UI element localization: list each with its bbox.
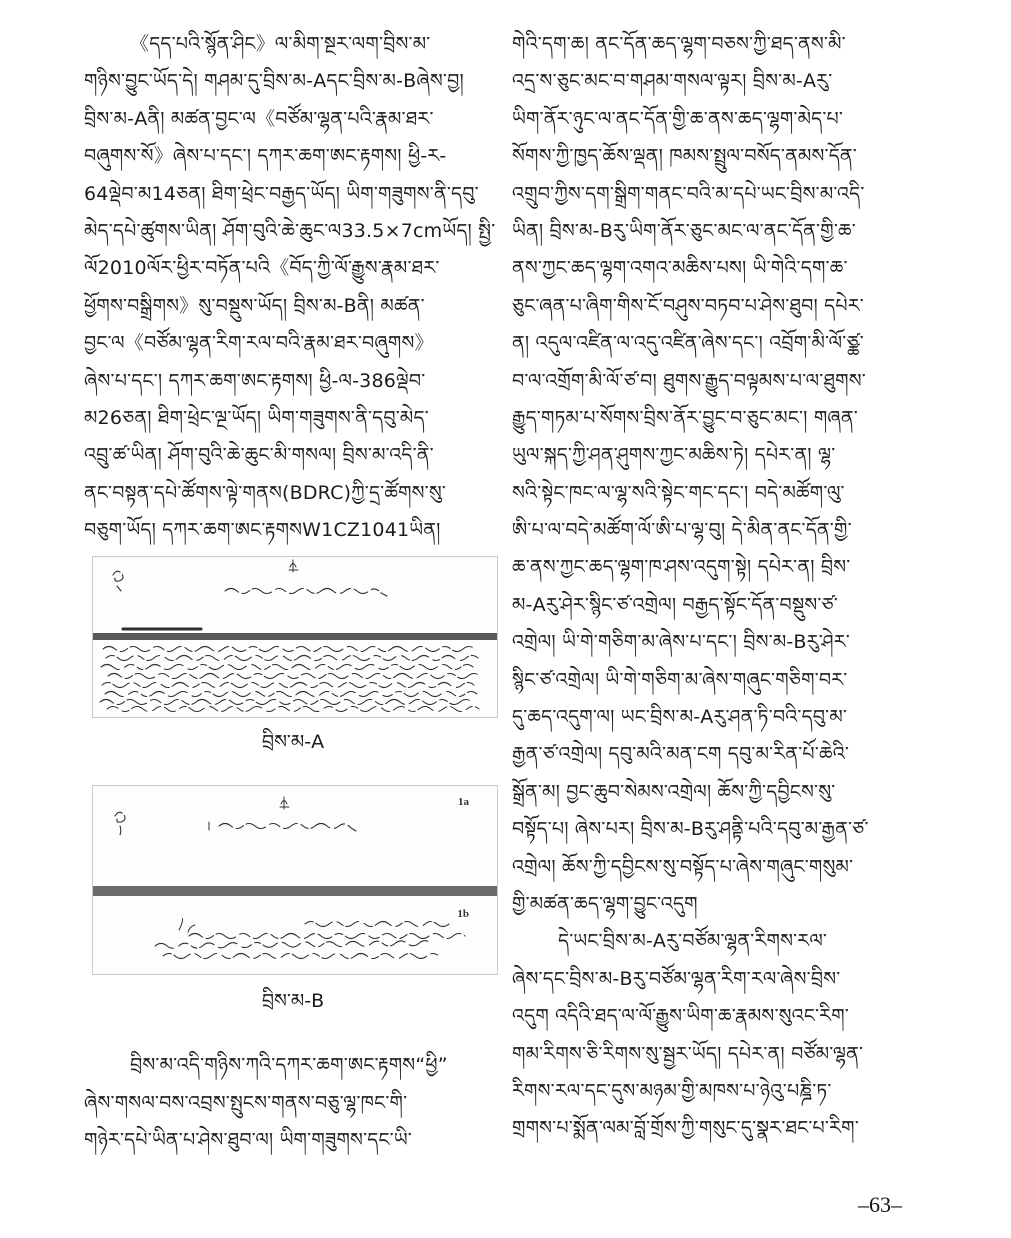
- manuscript-a-title-scribble: [93, 557, 497, 633]
- text-line: མེད་དཔེ་ཚུགས་ཡིན། ཤོག་བུའི་ཆེ་ཆུང་ལ33.5×7cmཡོད། སྤྱི་: [84, 219, 496, 242]
- text-line: ནས་ཀྱང་ཆད་ལྷག་འགའ་མཆིས་པས། ཡི་གེའི་དག་ཆ་: [512, 257, 848, 280]
- manuscript-a-text-scribbles: [93, 640, 497, 716]
- text-line: ལོ2010ལོར་ཕྱིར་བཏོན་པའི《བོད་ཀྱི་ལོ་རྒྱུས་རྣམ་ཐར་: [84, 257, 440, 280]
- text-line: འགྲེལ། ཆོས་ཀྱི་དབྱིངས་སུ་བསྟོད་པ་ཞེས་གཞུང་གསུམ་: [512, 855, 854, 878]
- manuscript-b-title-scribble: [93, 786, 497, 886]
- text-line: ནང་བསྟན་དཔེ་ཚོགས་ལྟེ་གནས(BDRC)ཀྱི་དྲ་ཚོགས་སུ་: [84, 481, 447, 504]
- manuscript-a-recto: [93, 557, 497, 633]
- text-line: མ26ཅན། ཐིག་ཕྲེང་ལྔ་ཡོད། ཡིག་གཟུགས་ནི་དབུ་མེད་: [84, 406, 429, 429]
- text-line: དུ་ཆད་འདུག་ལ། ཡང་བྲིས་མ-Aརུ་ཤན་ཏི་བའི་དབུ་མ་: [512, 706, 848, 729]
- text-line: ཕྱོགས་བསྒྲིགས》སུ་བསྡུས་ཡོད། བྲིས་མ-Bནི། མཚན་: [84, 294, 425, 317]
- folio-label-1a: 1a: [458, 796, 469, 809]
- text-line: 64ལྡེབ་མ14ཅན། ཐིག་ཕྲེང་བརྒྱད་ཡོད། ཡིག་གཟུགས་ནི་དབུ་: [84, 182, 479, 205]
- left-column: [84, 26, 502, 1160]
- text-line: བ་ལ་འགྲོག་མི་ལོ་ཙ་བ། ཐུགས་རྒྱུད་བལྟམས་པ་ལ་ཐུགས་: [512, 369, 866, 392]
- text-line: ཡུལ་སྐད་ཀྱི་ཤན་ཤུགས་ཀྱང་མཆིས་ཏེ། དཔེར་ན། ལྷ་: [512, 444, 836, 467]
- text-line: བྲིས་མ-Aནི། མཚན་བྱང་ལ《བཙོམ་ལྷན་པའི་རྣམ་ཐར་: [84, 107, 434, 130]
- page-number: –63–: [858, 1192, 902, 1217]
- text-line: སྒྲོན་མ། བྱང་ཆུབ་སེམས་འགྲེལ། ཆོས་ཀྱི་དབྱིངས་སུ་: [512, 780, 836, 803]
- text-line: ཆ་ནས་ཀྱང་ཆད་ལྷག་ཁ་ཤས་འདུག་སྟེ། དཔེར་ན། བྲིས་: [512, 556, 851, 579]
- text-line: ཞེས་དང་བྲིས་མ-Bརུ་བཙོམ་ལྷན་རིག་རལ་ཞེས་བྲིས་: [512, 967, 841, 990]
- text-line: བྲིས་མ་འདི་གཉིས་ཀའི་དཀར་ཆག་ཨང་རྟགས“ཕྱི”: [130, 1054, 448, 1077]
- text-line: ཞེས་གསལ་བས་འབྲས་སྤུངས་གནས་བཅུ་ལྷ་ཁང་གི་: [84, 1091, 408, 1114]
- figure-b-fold-divider: [93, 886, 497, 896]
- text-line: སའི་སྟེང་ཁང་ལ་ལྷ་སའི་སྟེང་གང་དང་། བདེ་མཚོག་ལུ་: [512, 481, 845, 504]
- text-line: འགྲེལ། ཡི་གེ་གཅིག་མ་ཞེས་པ་དང་། བྲིས་མ-Bརུ་ཤེར་: [512, 631, 850, 654]
- text-line: ཡིག་ནོར་ཉུང་ལ་ནང་དོན་གྱི་ཆ་ནས་ཆད་ལྷག་མེད་པ་: [512, 107, 844, 130]
- text-line: བྱང་ལ《བཙོམ་ལྷན་རིག་རལ་བའི་རྣམ་ཐར་བཞུགས》: [84, 332, 434, 355]
- text-line: གྲགས་པ་སྨོན་ལམ་བློ་གྲོས་ཀྱི་གསུང་དུ་སྣར་ཐང་པ་རིག་: [512, 1117, 859, 1140]
- text-line: གམ་རིགས་ཅི་རིགས་སུ་སྦྱར་ཡོད། དཔེར་ན། བཙོམ་ལྷན་: [512, 1042, 864, 1065]
- text-line: ན། འདུལ་འཛིན་ལ་འདུ་འཛིན་ཞེས་དང་། འབྲོག་མི་ལོ་ཙྪ་: [512, 332, 864, 355]
- text-line: འགྲུབ་ཀྱིས་དག་སྒྲིག་གནང་བའི་མ་དཔེ་ཡང་བྲིས་མ་འདི་: [512, 182, 865, 205]
- text-line: འབྲུ་ཚ་ཡིན། ཤོག་བུའི་ཆེ་ཆུང་མི་གསལ། བྲིས་མ་འདི་ནི་: [84, 444, 434, 467]
- text-line: འདུག འདིའི་ཐད་ལ་ལོ་རྒྱུས་ཡིག་ཆ་རྣམས་སུའང་རིག་: [512, 1005, 849, 1028]
- text-line: མ-Aརུ་ཤེར་སྙིང་ཙ་འགྲེལ། བརྒྱད་སྟོང་དོན་བསྡུས་ཙ་: [512, 593, 839, 616]
- text-line: བསྟོད་པ། ཞེས་པར། བྲིས་མ-Bརུ་ཤནྟི་པའི་དབུ་མ་རྒྱན་ཙ་: [512, 818, 869, 841]
- folio-label-1b: 1b: [457, 908, 469, 921]
- text-line: སྙིང་ཙ་འགྲེལ། ཡི་གེ་གཅིག་མ་ཞེས་གཞུང་གཅིག་བར་: [512, 668, 848, 691]
- text-line: འདྲ་ས་ཅུང་མང་བ་གཤམ་གསལ་ལྟར། བྲིས་མ-Aརུ་: [512, 70, 833, 93]
- manuscript-b-text-scribbles: [93, 896, 497, 973]
- text-line: ཅུང་ཞན་པ་ཞིག་གིས་ངོ་བཤུས་བཏབ་པ་ཤེས་ཐུབ། དཔེར་: [512, 294, 864, 317]
- figure-manuscript-b: [92, 785, 498, 975]
- figure-a-fold-divider: [93, 633, 497, 640]
- text-line: བཞུགས་སོ》ཞེས་པ་དང་། དཀར་ཆག་ཨང་རྟགས། ཕྱི-ར-: [84, 145, 447, 168]
- text-line: ཨི་པ་ལ་བདེ་མཚོག་ལོ་ཨི་པ་ལྷ་བུ། དེ་མིན་ནང་དོན་གྱི་: [512, 519, 852, 542]
- right-column: [512, 26, 930, 1148]
- figure-manuscript-a: [92, 556, 498, 718]
- text-line: ཞེས་པ་དང་། དཀར་ཆག་ཨང་རྟགས། ཕྱི-ལ-386ལྡེབ་: [84, 369, 426, 392]
- text-line: གཉིས་བྱུང་ཡོད་དེ། གཤམ་དུ་བྲིས་མ-Aདང་བྲིས་མ-Bཞེས་བྱ།: [84, 70, 464, 93]
- figure-b-caption: བྲིས་མ-B: [261, 990, 325, 1013]
- text-line: གཉེར་དཔེ་ཡིན་པ་ཤེས་ཐུབ་ལ། ཡིག་གཟུགས་དང་ཡི་: [84, 1129, 412, 1152]
- text-line: བཅུག་ཡོད། དཀར་ཆག་ཨང་རྟགསW1CZ1041ཡིན།: [84, 519, 441, 542]
- text-line: རྒྱན་ཙ་འགྲེལ། དབུ་མའི་མན་ངག དབུ་མ་རིན་པོ་ཆེའི་: [512, 743, 850, 766]
- text-line: གེའི་དག་ཆ། ནང་དོན་ཆད་ལྷག་བཅས་ཀྱི་ཐད་ནས་མི་: [512, 33, 846, 55]
- text-line: རིགས་རལ་དང་དུས་མཉམ་གྱི་མཁས་པ་ཉེའུ་པཎྜི་ཏ་: [512, 1079, 832, 1102]
- text-line: རྒྱུད་གཏམ་པ་སོགས་བྲིས་ནོར་བྱུང་བ་ཅུང་མང་། གཞན་: [512, 406, 858, 429]
- text-line: ཡིན། བྲིས་མ-Bརུ་ཡིག་ནོར་ཅུང་མང་ལ་ནང་དོན་གྱི་ཆ་: [512, 219, 856, 242]
- text-line: གྱི་མཚན་ཆད་ལྷག་བྱུང་འདུག: [512, 892, 698, 915]
- manuscript-b-recto: [93, 786, 497, 886]
- manuscript-a-verso: [93, 640, 497, 716]
- text-line: སོགས་ཀྱི་ཁྱད་ཆོས་ལྡན། ཁམས་སྤྲུལ་བསོད་ནམས་དོན་: [512, 145, 857, 168]
- text-line: དེ་ཡང་བྲིས་མ-Aརུ་བཙོམ་ལྷན་རིགས་རལ་: [558, 930, 828, 953]
- text-line: 《དད་པའི་སྙོན་ཤིང》ལ་མིག་སྔར་ལག་བྲིས་མ་: [130, 33, 431, 55]
- manuscript-b-verso: [93, 896, 497, 973]
- figure-a-caption: བྲིས་མ-A: [261, 731, 325, 754]
